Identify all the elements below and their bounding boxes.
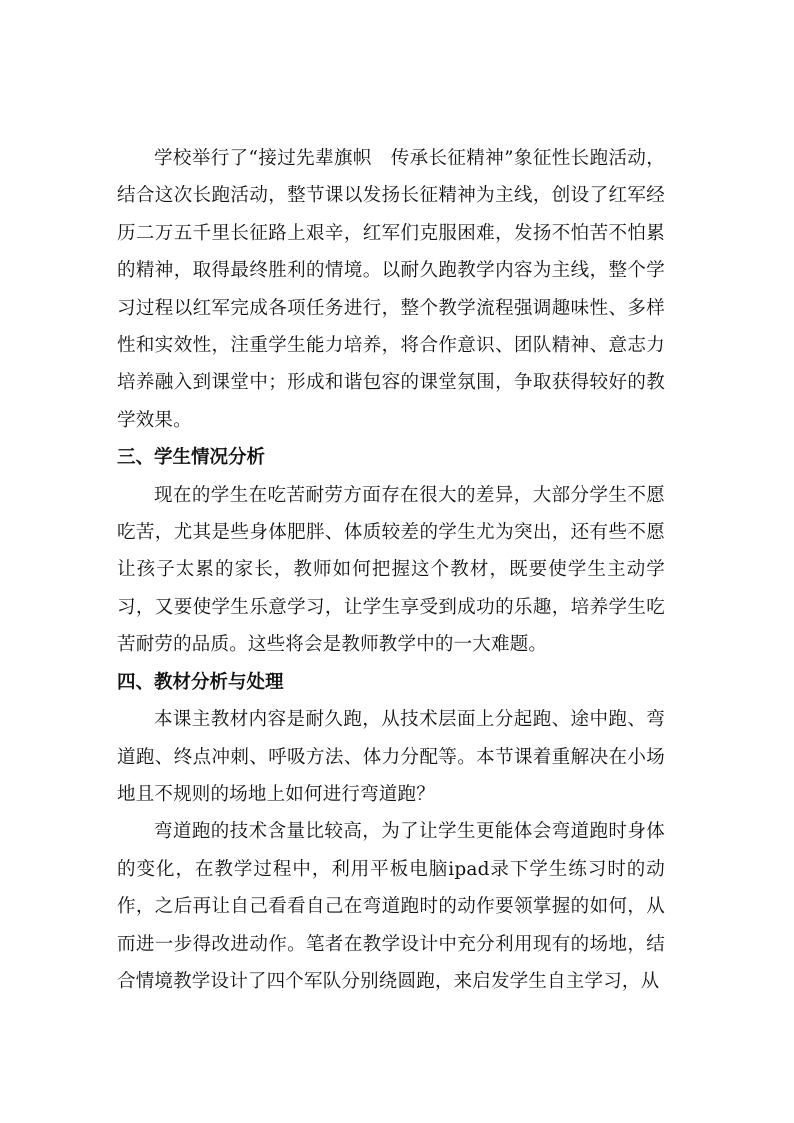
document-body [117,140,665,1000]
paragraph-curve-running: 弯道跑的技术含量比较高，为了让学生更能体会弯道跑时身体的变化，在教学过程中，利用平板电脑ipad录下学生练习时的动作，之后再让自己看看自己在弯道跑时的动作要领掌握的如何，从而进一步得改进动作。笔者在教学设计中充分利用现有的场地，结合情境教学设计了四个军队分别绕圆跑，来启发学生自主学习，从 [117,821,665,992]
paragraph-material-content: 本课主教材内容是耐久跑，从技术层面上分起跑、途中跑、弯道跑、终点冲刺、呼吸方法、体力分配等。本节课着重解决在小场地且不规则的场地上如何进行弯道跑？ [117,709,665,805]
paragraph-student-analysis: 现在的学生在吃苦耐劳方面存在很大的差异，大部分学生不愿吃苦，尤其是些身体肥胖、体质较差的学生尤为突出，还有些不愿让孩子太累的家长，教师如何把握这个教材，既要使学生主动学习，又要使学生乐意学习，让学生享受到成功的乐趣，培养学生吃苦耐劳的品质。这些将会是教师教学中的一大难题。 [117,484,665,656]
section-heading-material-analysis: 四、教材分析与处理 [117,671,284,693]
section-heading-student-analysis: 三、学生情况分析 [117,447,266,469]
paragraph-activity-background: 学校举行了“接过先辈旗帜 传承长征精神”象征性长跑活动，结合这次长跑活动，整节课以发扬长征精神为主线，创设了红军经历二万五千里长征路上艰辛，红军们克服困难，发扬不怕苦不怕累的精神，取得最终胜利的情境。以耐久跑教学内容为主线，整个学习过程以红军完成各项任务进行，整个教学流程强调趣味性、多样性和实效性，注重学生能力培养，将合作意识、团队精神、意志力培养融入到课堂中；形成和谐包容的课堂氛围，争取获得较好的教学效果。 [117,148,665,431]
